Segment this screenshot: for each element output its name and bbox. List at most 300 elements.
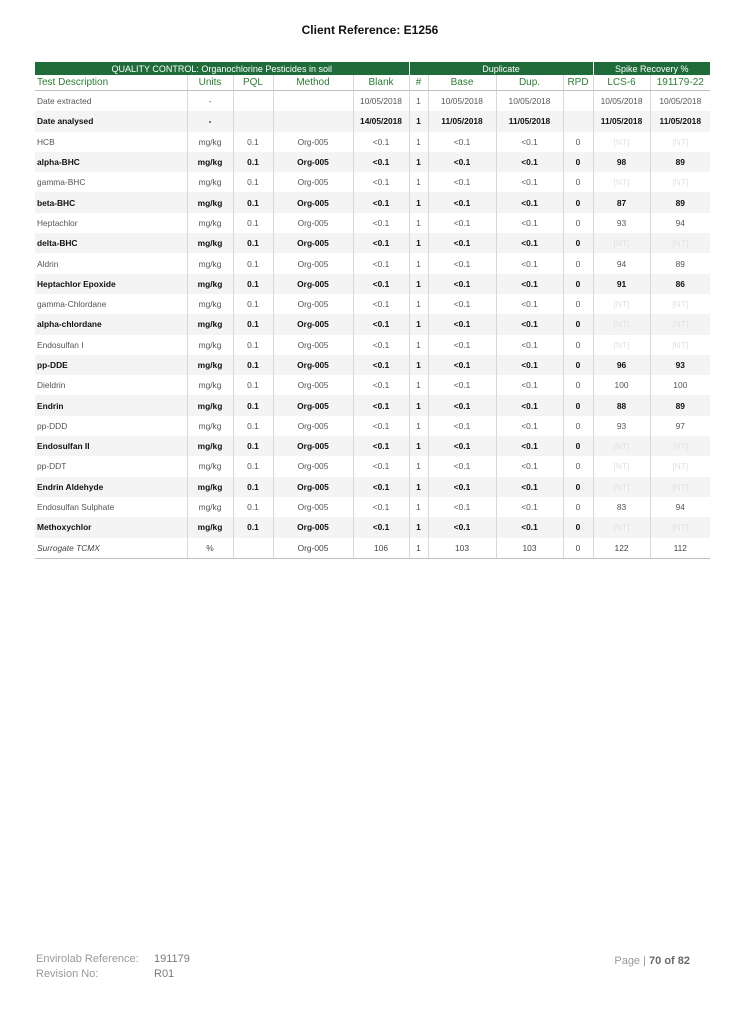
cell-pql: 0.1 (233, 294, 273, 314)
cell-units: mg/kg (187, 152, 233, 172)
cell-sample-191179-22: 89 (650, 253, 710, 273)
cell-lcs-6: 88 (593, 395, 650, 415)
cell-base: <0.1 (428, 517, 496, 537)
cell-units: mg/kg (187, 314, 233, 334)
cell-number: 1 (409, 192, 428, 212)
cell-rpd: 0 (563, 132, 593, 152)
cell-dup: <0.1 (496, 233, 563, 253)
cell-lcs-6: [NT] (593, 172, 650, 192)
cell-test-description: Endrin Aldehyde (35, 477, 187, 497)
table-row (35, 132, 710, 152)
table-row (35, 233, 710, 253)
cell-sample-191179-22: [NT] (650, 294, 710, 314)
cell-rpd: 0 (563, 172, 593, 192)
cell-rpd: 0 (563, 314, 593, 334)
cell-number: 1 (409, 91, 428, 112)
cell-lcs-6: 94 (593, 253, 650, 273)
cell-base: <0.1 (428, 213, 496, 233)
cell-number: 1 (409, 416, 428, 436)
envirolab-reference-value: 191179 (154, 953, 190, 965)
col-header-sample-191179-22: 191179-22 (650, 75, 710, 91)
cell-units: mg/kg (187, 294, 233, 314)
cell-units: mg/kg (187, 456, 233, 476)
cell-number: 1 (409, 314, 428, 334)
cell-sample-191179-22: 112 (650, 538, 710, 559)
cell-test-description: Endosulfan Sulphate (35, 497, 187, 517)
cell-test-description: pp-DDT (35, 456, 187, 476)
cell-dup: <0.1 (496, 477, 563, 497)
cell-method (273, 91, 353, 112)
cell-blank: <0.1 (353, 192, 409, 212)
cell-lcs-6: 87 (593, 192, 650, 212)
cell-units: mg/kg (187, 416, 233, 436)
cell-test-description: alpha-BHC (35, 152, 187, 172)
cell-lcs-6: 100 (593, 375, 650, 395)
cell-pql: 0.1 (233, 355, 273, 375)
col-header-rpd: RPD (563, 75, 593, 91)
table-row (35, 456, 710, 476)
cell-test-description: HCB (35, 132, 187, 152)
cell-sample-191179-22: 94 (650, 497, 710, 517)
cell-pql: 0.1 (233, 395, 273, 415)
cell-method: Org-005 (273, 233, 353, 253)
cell-pql (233, 91, 273, 112)
cell-lcs-6: 11/05/2018 (593, 111, 650, 131)
cell-lcs-6: 93 (593, 213, 650, 233)
cell-number: 1 (409, 538, 428, 559)
table-row (35, 213, 710, 233)
cell-lcs-6: [NT] (593, 477, 650, 497)
cell-blank: <0.1 (353, 375, 409, 395)
cell-blank: <0.1 (353, 253, 409, 273)
cell-rpd: 0 (563, 497, 593, 517)
page-count: 70 of 82 (649, 955, 690, 967)
cell-blank: <0.1 (353, 497, 409, 517)
cell-method: Org-005 (273, 335, 353, 355)
group-header-row (35, 62, 710, 75)
cell-method: Org-005 (273, 192, 353, 212)
cell-base: <0.1 (428, 274, 496, 294)
cell-blank: 106 (353, 538, 409, 559)
cell-blank: <0.1 (353, 436, 409, 456)
cell-number: 1 (409, 517, 428, 537)
cell-units: mg/kg (187, 233, 233, 253)
cell-rpd: 0 (563, 477, 593, 497)
cell-pql: 0.1 (233, 172, 273, 192)
cell-units: mg/kg (187, 253, 233, 273)
table-row (35, 497, 710, 517)
cell-units: mg/kg (187, 192, 233, 212)
page-number (614, 955, 690, 967)
cell-pql: 0.1 (233, 314, 273, 334)
cell-base: <0.1 (428, 436, 496, 456)
cell-rpd: 0 (563, 233, 593, 253)
cell-rpd: 0 (563, 375, 593, 395)
table-row (35, 355, 710, 375)
cell-blank: <0.1 (353, 294, 409, 314)
cell-number: 1 (409, 132, 428, 152)
table-row (35, 395, 710, 415)
cell-rpd (563, 91, 593, 112)
col-header-blank: Blank (353, 75, 409, 91)
table-row (35, 111, 710, 131)
cell-sample-191179-22: [NT] (650, 132, 710, 152)
table-row (35, 416, 710, 436)
cell-units: % (187, 538, 233, 559)
cell-lcs-6: 93 (593, 416, 650, 436)
cell-lcs-6: 98 (593, 152, 650, 172)
cell-lcs-6: [NT] (593, 132, 650, 152)
cell-sample-191179-22: [NT] (650, 456, 710, 476)
table-row (35, 436, 710, 456)
cell-method (273, 111, 353, 131)
cell-dup: <0.1 (496, 355, 563, 375)
cell-sample-191179-22: [NT] (650, 517, 710, 537)
table-row (35, 294, 710, 314)
cell-base: <0.1 (428, 497, 496, 517)
cell-method: Org-005 (273, 355, 353, 375)
cell-base: 103 (428, 538, 496, 559)
cell-pql: 0.1 (233, 192, 273, 212)
cell-rpd: 0 (563, 294, 593, 314)
cell-pql: 0.1 (233, 436, 273, 456)
table-row (35, 192, 710, 212)
cell-rpd: 0 (563, 416, 593, 436)
cell-method: Org-005 (273, 213, 353, 233)
cell-units: mg/kg (187, 477, 233, 497)
cell-number: 1 (409, 477, 428, 497)
qc-group-header: QUALITY CONTROL: Organochlorine Pesticides in soil (35, 62, 409, 75)
cell-method: Org-005 (273, 497, 353, 517)
cell-base: <0.1 (428, 395, 496, 415)
cell-test-description: Date extracted (35, 91, 187, 112)
cell-lcs-6: 122 (593, 538, 650, 559)
col-header-lcs-6: LCS-6 (593, 75, 650, 91)
cell-blank: 10/05/2018 (353, 91, 409, 112)
cell-test-description: Date analysed (35, 111, 187, 131)
cell-rpd: 0 (563, 538, 593, 559)
cell-units: mg/kg (187, 335, 233, 355)
cell-test-description: pp-DDD (35, 416, 187, 436)
cell-sample-191179-22: 97 (650, 416, 710, 436)
cell-lcs-6: [NT] (593, 314, 650, 334)
cell-dup: <0.1 (496, 253, 563, 273)
cell-method: Org-005 (273, 172, 353, 192)
cell-dup: <0.1 (496, 172, 563, 192)
cell-rpd: 0 (563, 274, 593, 294)
cell-base: <0.1 (428, 456, 496, 476)
cell-blank: <0.1 (353, 416, 409, 436)
cell-units: mg/kg (187, 497, 233, 517)
revision-label: Revision No: (36, 968, 99, 980)
table-row (35, 335, 710, 355)
table-row (35, 172, 710, 192)
cell-blank: <0.1 (353, 456, 409, 476)
cell-dup: <0.1 (496, 456, 563, 476)
cell-lcs-6: [NT] (593, 436, 650, 456)
cell-base: <0.1 (428, 192, 496, 212)
cell-pql: 0.1 (233, 497, 273, 517)
cell-lcs-6: [NT] (593, 294, 650, 314)
cell-test-description: delta-BHC (35, 233, 187, 253)
cell-number: 1 (409, 355, 428, 375)
footer-reference-block (36, 952, 190, 982)
cell-pql: 0.1 (233, 375, 273, 395)
cell-sample-191179-22: [NT] (650, 477, 710, 497)
cell-method: Org-005 (273, 456, 353, 476)
cell-pql: 0.1 (233, 152, 273, 172)
cell-test-description: gamma-BHC (35, 172, 187, 192)
cell-units: mg/kg (187, 213, 233, 233)
cell-blank: <0.1 (353, 132, 409, 152)
cell-method: Org-005 (273, 253, 353, 273)
cell-dup: <0.1 (496, 335, 563, 355)
cell-dup: 103 (496, 538, 563, 559)
cell-blank: <0.1 (353, 152, 409, 172)
cell-blank: <0.1 (353, 517, 409, 537)
cell-rpd: 0 (563, 253, 593, 273)
cell-method: Org-005 (273, 395, 353, 415)
cell-test-description: Endosulfan II (35, 436, 187, 456)
cell-rpd: 0 (563, 395, 593, 415)
cell-method: Org-005 (273, 274, 353, 294)
cell-number: 1 (409, 395, 428, 415)
cell-base: <0.1 (428, 314, 496, 334)
cell-number: 1 (409, 375, 428, 395)
cell-base: <0.1 (428, 233, 496, 253)
qc-results-table (35, 62, 710, 559)
cell-lcs-6: [NT] (593, 456, 650, 476)
cell-test-description: Surrogate TCMX (35, 538, 187, 559)
table-row (35, 253, 710, 273)
cell-dup: <0.1 (496, 314, 563, 334)
cell-base: <0.1 (428, 477, 496, 497)
cell-method: Org-005 (273, 375, 353, 395)
cell-units: - (187, 111, 233, 131)
cell-rpd: 0 (563, 213, 593, 233)
cell-dup: 10/05/2018 (496, 91, 563, 112)
cell-units: mg/kg (187, 355, 233, 375)
cell-rpd: 0 (563, 355, 593, 375)
cell-sample-191179-22: 89 (650, 152, 710, 172)
cell-dup: <0.1 (496, 375, 563, 395)
cell-test-description: Methoxychlor (35, 517, 187, 537)
cell-blank: <0.1 (353, 274, 409, 294)
cell-units: mg/kg (187, 436, 233, 456)
cell-pql: 0.1 (233, 274, 273, 294)
cell-blank: 14/05/2018 (353, 111, 409, 131)
cell-test-description: Dieldrin (35, 375, 187, 395)
cell-dup: <0.1 (496, 213, 563, 233)
cell-pql: 0.1 (233, 132, 273, 152)
cell-pql: 0.1 (233, 335, 273, 355)
column-header-row (35, 75, 710, 91)
cell-rpd: 0 (563, 335, 593, 355)
cell-base: 11/05/2018 (428, 111, 496, 131)
cell-sample-191179-22: [NT] (650, 172, 710, 192)
cell-pql: 0.1 (233, 233, 273, 253)
page-prefix: Page | (614, 955, 646, 967)
cell-number: 1 (409, 456, 428, 476)
cell-base: <0.1 (428, 152, 496, 172)
cell-number: 1 (409, 111, 428, 131)
cell-units: mg/kg (187, 375, 233, 395)
col-header-units: Units (187, 75, 233, 91)
cell-base: <0.1 (428, 416, 496, 436)
cell-sample-191179-22: 89 (650, 395, 710, 415)
cell-rpd: 0 (563, 152, 593, 172)
col-header-test-description: Test Description (35, 75, 187, 91)
cell-pql (233, 538, 273, 559)
col-header-base: Base (428, 75, 496, 91)
cell-sample-191179-22: 89 (650, 192, 710, 212)
envirolab-reference-label: Envirolab Reference: (36, 953, 139, 965)
col-header-method: Method (273, 75, 353, 91)
cell-sample-191179-22: 94 (650, 213, 710, 233)
cell-rpd (563, 111, 593, 131)
table-row (35, 517, 710, 537)
cell-units: mg/kg (187, 132, 233, 152)
table-row (35, 274, 710, 294)
cell-dup: <0.1 (496, 132, 563, 152)
cell-base: <0.1 (428, 335, 496, 355)
cell-dup: <0.1 (496, 152, 563, 172)
cell-units: mg/kg (187, 517, 233, 537)
cell-method: Org-005 (273, 517, 353, 537)
spike-recovery-group-header: Spike Recovery % (593, 62, 710, 75)
table-row (35, 538, 710, 559)
cell-pql: 0.1 (233, 477, 273, 497)
cell-sample-191179-22: 11/05/2018 (650, 111, 710, 131)
cell-test-description: Endosulfan I (35, 335, 187, 355)
cell-method: Org-005 (273, 538, 353, 559)
cell-lcs-6: 96 (593, 355, 650, 375)
cell-method: Org-005 (273, 416, 353, 436)
cell-pql: 0.1 (233, 213, 273, 233)
cell-number: 1 (409, 172, 428, 192)
cell-units: mg/kg (187, 274, 233, 294)
table-row (35, 152, 710, 172)
cell-method: Org-005 (273, 477, 353, 497)
cell-blank: <0.1 (353, 314, 409, 334)
cell-method: Org-005 (273, 152, 353, 172)
cell-blank: <0.1 (353, 233, 409, 253)
cell-rpd: 0 (563, 192, 593, 212)
cell-number: 1 (409, 233, 428, 253)
cell-base: 10/05/2018 (428, 91, 496, 112)
cell-base: <0.1 (428, 375, 496, 395)
cell-test-description: Heptachlor Epoxide (35, 274, 187, 294)
col-header-number: # (409, 75, 428, 91)
cell-units: mg/kg (187, 395, 233, 415)
cell-units: - (187, 91, 233, 112)
cell-base: <0.1 (428, 132, 496, 152)
cell-method: Org-005 (273, 294, 353, 314)
cell-pql (233, 111, 273, 131)
cell-blank: <0.1 (353, 355, 409, 375)
cell-dup: <0.1 (496, 416, 563, 436)
col-header-pql: PQL (233, 75, 273, 91)
revision-value: R01 (154, 968, 175, 980)
cell-lcs-6: [NT] (593, 517, 650, 537)
table-row (35, 314, 710, 334)
cell-number: 1 (409, 253, 428, 273)
cell-blank: <0.1 (353, 395, 409, 415)
cell-dup: <0.1 (496, 436, 563, 456)
cell-lcs-6: 10/05/2018 (593, 91, 650, 112)
cell-blank: <0.1 (353, 213, 409, 233)
cell-pql: 0.1 (233, 416, 273, 436)
cell-rpd: 0 (563, 436, 593, 456)
cell-number: 1 (409, 274, 428, 294)
cell-base: <0.1 (428, 355, 496, 375)
cell-test-description: pp-DDE (35, 355, 187, 375)
cell-sample-191179-22: 93 (650, 355, 710, 375)
cell-rpd: 0 (563, 456, 593, 476)
cell-number: 1 (409, 294, 428, 314)
cell-base: <0.1 (428, 253, 496, 273)
cell-number: 1 (409, 497, 428, 517)
cell-rpd: 0 (563, 517, 593, 537)
cell-units: mg/kg (187, 172, 233, 192)
cell-sample-191179-22: [NT] (650, 335, 710, 355)
cell-sample-191179-22: [NT] (650, 233, 710, 253)
col-header-dup: Dup. (496, 75, 563, 91)
cell-dup: <0.1 (496, 517, 563, 537)
client-reference-title: Client Reference: E1256 (301, 23, 439, 37)
cell-dup: <0.1 (496, 274, 563, 294)
cell-pql: 0.1 (233, 253, 273, 273)
cell-dup: <0.1 (496, 395, 563, 415)
cell-base: <0.1 (428, 172, 496, 192)
cell-blank: <0.1 (353, 172, 409, 192)
cell-base: <0.1 (428, 294, 496, 314)
cell-sample-191179-22: [NT] (650, 436, 710, 456)
cell-dup: <0.1 (496, 294, 563, 314)
table-row (35, 477, 710, 497)
cell-pql: 0.1 (233, 456, 273, 476)
cell-lcs-6: [NT] (593, 335, 650, 355)
cell-test-description: Endrin (35, 395, 187, 415)
cell-test-description: Aldrin (35, 253, 187, 273)
cell-lcs-6: [NT] (593, 233, 650, 253)
cell-dup: <0.1 (496, 192, 563, 212)
cell-sample-191179-22: 100 (650, 375, 710, 395)
table-row (35, 91, 710, 112)
cell-lcs-6: 91 (593, 274, 650, 294)
cell-test-description: beta-BHC (35, 192, 187, 212)
cell-test-description: alpha-chlordane (35, 314, 187, 334)
cell-test-description: gamma-Chlordane (35, 294, 187, 314)
table-row (35, 375, 710, 395)
cell-sample-191179-22: 86 (650, 274, 710, 294)
cell-sample-191179-22: [NT] (650, 314, 710, 334)
cell-sample-191179-22: 10/05/2018 (650, 91, 710, 112)
cell-pql: 0.1 (233, 517, 273, 537)
cell-blank: <0.1 (353, 335, 409, 355)
cell-dup: <0.1 (496, 497, 563, 517)
cell-lcs-6: 83 (593, 497, 650, 517)
cell-test-description: Heptachlor (35, 213, 187, 233)
cell-number: 1 (409, 213, 428, 233)
cell-number: 1 (409, 335, 428, 355)
cell-method: Org-005 (273, 132, 353, 152)
cell-method: Org-005 (273, 436, 353, 456)
cell-dup: 11/05/2018 (496, 111, 563, 131)
duplicate-group-header: Duplicate (409, 62, 593, 75)
cell-number: 1 (409, 436, 428, 456)
cell-number: 1 (409, 152, 428, 172)
